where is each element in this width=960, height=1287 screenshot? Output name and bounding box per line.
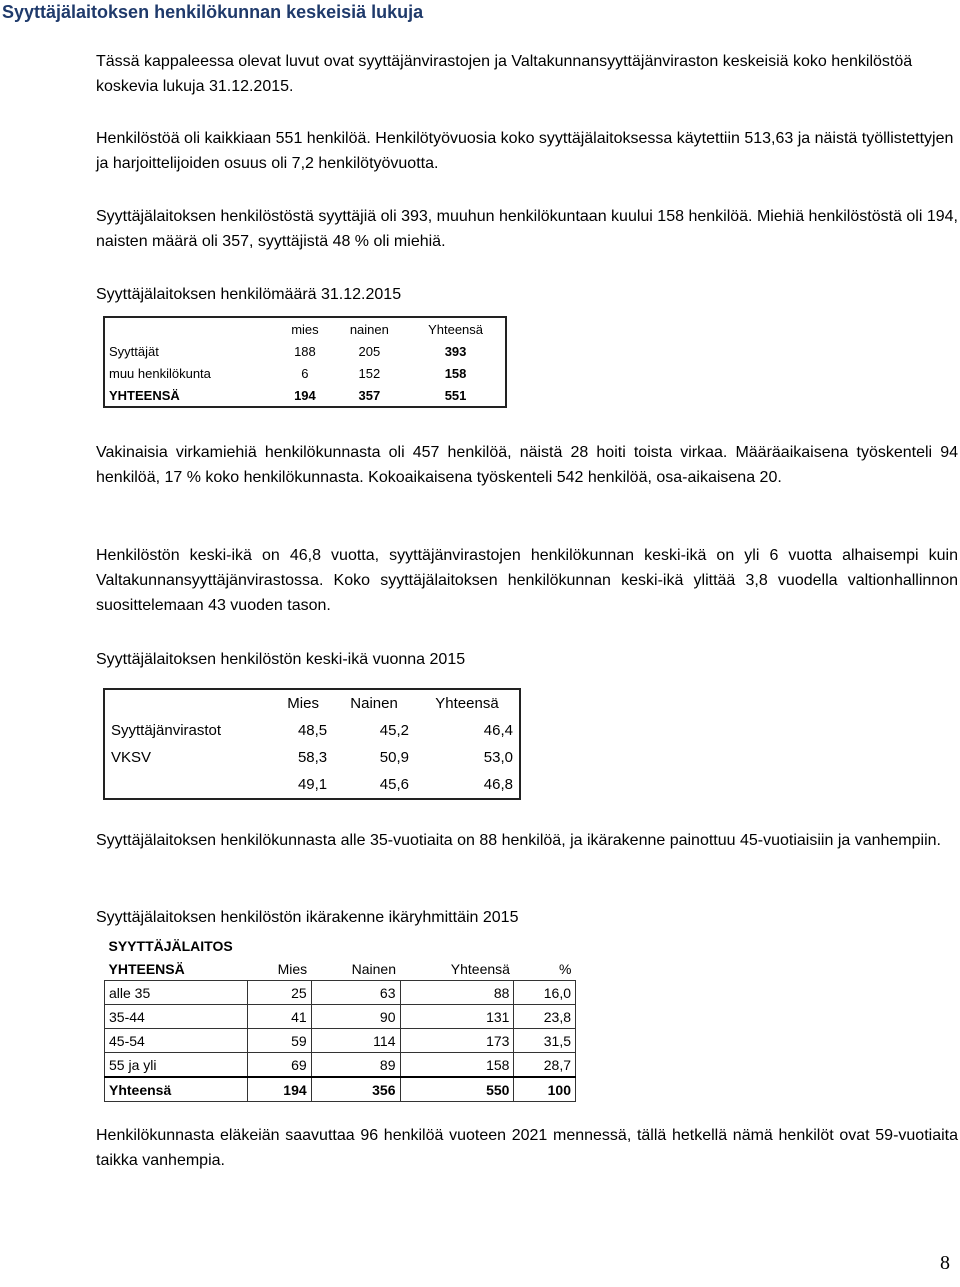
row-label: VKSV	[111, 749, 152, 766]
table2-caption: Syyttäjälaitoksen henkilöstön keski-ikä vuonna 2015	[96, 651, 466, 668]
table-cell: 173	[400, 1029, 514, 1053]
retire-paragraph	[96, 1123, 958, 1173]
header-cell: YHTEENSÄ	[108, 960, 185, 977]
table-cell: 41	[247, 1005, 311, 1029]
row-label: alle 35	[105, 981, 248, 1005]
table-cell: 25	[247, 981, 311, 1005]
intro-paragraph	[96, 49, 958, 99]
table-cell: 356	[311, 1077, 400, 1102]
table-cell: 550	[400, 1077, 514, 1102]
age-structure-table	[104, 934, 576, 1102]
table-cell: 88	[400, 981, 514, 1005]
table-row	[104, 771, 520, 799]
table-cell: 188	[294, 343, 316, 359]
table-header-row	[104, 689, 520, 717]
table-cell: 50,9	[379, 749, 409, 766]
header-cell: %	[559, 960, 572, 977]
table-cell: 49,1	[297, 776, 328, 793]
table-row	[104, 717, 520, 744]
row-label: YHTEENSÄ	[109, 387, 180, 403]
table-cell: 48,5	[297, 722, 328, 739]
table-cell: 158	[400, 1053, 514, 1078]
table-cell: 46,4	[483, 722, 513, 739]
table-cell: 28,7	[514, 1053, 576, 1078]
header-cell: Yhteensä	[435, 695, 499, 712]
header-cell: Mies	[277, 960, 308, 977]
row-label: Syyttäjänvirastot	[111, 722, 222, 739]
headcount-table	[103, 316, 507, 408]
table-cell: 59	[247, 1029, 311, 1053]
header-cell: Mies	[287, 695, 319, 712]
table1-caption: Syyttäjälaitoksen henkilömäärä 31.12.2015	[96, 286, 402, 303]
table-cell: 100	[514, 1077, 576, 1102]
permanent-text: Vakinaisia virkamiehiä henkilökunnasta oli 457 henkilöä, näistä 28 hoiti toista virkaa. Määräaikaisena työskenteli 94 henkilöä, 17 % koko henkilökunnasta. Kokoaikaisena työskenteli 542 henkilöä, osa-aikaisena 20.	[96, 444, 958, 486]
table-header-row	[104, 317, 506, 340]
row-label: Yhteensä	[105, 1077, 248, 1102]
table-cell: 89	[311, 1053, 400, 1078]
table-cell: 194	[294, 387, 316, 403]
prosecutors-text: Syyttäjälaitoksen henkilöstöstä syyttäjiä oli 393, muuhun henkilökuntaan kuului 158 henkilöä. Miehiä henkilöstöstä oli 194, naisten määrä oli 357, syyttäjistä 48 % oli miehiä.	[96, 208, 958, 250]
table-row	[104, 340, 506, 362]
table-row	[105, 1029, 576, 1053]
table-total-row	[105, 1077, 576, 1102]
row-label: 35-44	[105, 1005, 248, 1029]
total-text: Henkilöstöä oli kaikkiaan 551 henkilöä. Henkilötyövuosia koko syyttäjälaitoksessa käytettiin 513,63 ja näistä työllistettyjen ja harjoittelijoiden osuus oli 7,2 henkilötyövuotta.	[96, 130, 954, 172]
table-cell: 45,2	[379, 722, 409, 739]
table-row	[104, 744, 520, 771]
age-paragraph	[96, 543, 958, 618]
table-cell: 152	[358, 365, 381, 381]
header-cell	[104, 317, 277, 340]
row-label: 55 ja yli	[105, 1053, 248, 1078]
row-label	[104, 771, 273, 799]
under35-text: Syyttäjälaitoksen henkilökunnasta alle 35-vuotiaita on 88 henkilöä, ja ikärakenne painottuu 45-vuotiaisiin ja vanhempiin.	[96, 832, 941, 849]
table-cell: 551	[444, 387, 467, 403]
header-cell: mies	[291, 321, 319, 337]
table-cell: 31,5	[514, 1029, 576, 1053]
table-cell: 114	[311, 1029, 400, 1053]
table-cell: 53,0	[483, 749, 513, 766]
header-cell	[104, 689, 273, 717]
table-title-row	[105, 934, 576, 957]
table-title: SYYTTÄJÄLAITOS	[108, 937, 233, 954]
table-total-row	[104, 384, 506, 407]
header-cell: Yhteensä	[428, 321, 484, 337]
header-cell: nainen	[349, 321, 389, 337]
table-cell: 45,6	[379, 776, 409, 793]
header-cell: Yhteensä	[450, 960, 510, 977]
table-cell: 69	[247, 1053, 311, 1078]
age-text: Henkilöstön keski-ikä on 46,8 vuotta, syyttäjänvirastojen henkilökunnan keski-ikä on yli 6 vuotta alhaisempi kuin Valtakunnansyyttäjänvirastossa. Koko syyttäjälaitoksen henkilökunnan keski-ikä ylittää 3,8 vuodella valtionhallinnon suosittelemaan 43 vuoden tason.	[96, 547, 958, 614]
table-cell: 6	[301, 365, 309, 381]
row-label: Syyttäjät	[109, 343, 159, 359]
table3-caption: Syyttäjälaitoksen henkilöstön ikärakenne ikäryhmittäin 2015	[96, 909, 519, 926]
table-cell: 58,3	[297, 749, 328, 766]
table-row	[105, 981, 576, 1005]
table-header-row	[105, 957, 576, 981]
prosecutors-paragraph	[96, 204, 958, 254]
page-number: 8	[940, 1252, 950, 1274]
table-row	[105, 1005, 576, 1029]
row-label: muu henkilökunta	[109, 365, 211, 381]
table-cell: 357	[358, 387, 381, 403]
row-label: 45-54	[105, 1029, 248, 1053]
header-cell: Nainen	[351, 960, 396, 977]
table-cell: 23,8	[514, 1005, 576, 1029]
table-cell: 16,0	[514, 981, 576, 1005]
permanent-paragraph	[96, 440, 958, 490]
intro-text: Tässä kappaleessa olevat luvut ovat syyttäjänvirastojen ja Valtakunnansyyttäjänviraston keskeisiä koko henkilöstöä koskevia lukuja 31.12.2015.	[96, 53, 913, 95]
header-cell: Nainen	[350, 695, 398, 712]
table-row	[104, 362, 506, 384]
table-cell: 393	[444, 343, 467, 359]
table-cell: 158	[444, 365, 467, 381]
table-cell: 194	[247, 1077, 311, 1102]
under35-paragraph	[96, 828, 958, 853]
total-paragraph	[96, 126, 958, 176]
table-cell: 46,8	[483, 776, 513, 793]
table-cell: 205	[358, 343, 381, 359]
table-cell: 90	[311, 1005, 400, 1029]
retire-text: Henkilökunnasta eläkeiän saavuttaa 96 henkilöä vuoteen 2021 mennessä, tällä hetkellä nämä henkilöt ovat 59-vuotiaita taikka vanhempia.	[96, 1127, 958, 1169]
average-age-table	[103, 688, 521, 800]
table-cell: 63	[311, 981, 400, 1005]
section-heading: Syyttäjälaitoksen henkilökunnan keskeisiä lukuja	[2, 2, 424, 22]
table-cell: 131	[400, 1005, 514, 1029]
table-row	[105, 1053, 576, 1078]
